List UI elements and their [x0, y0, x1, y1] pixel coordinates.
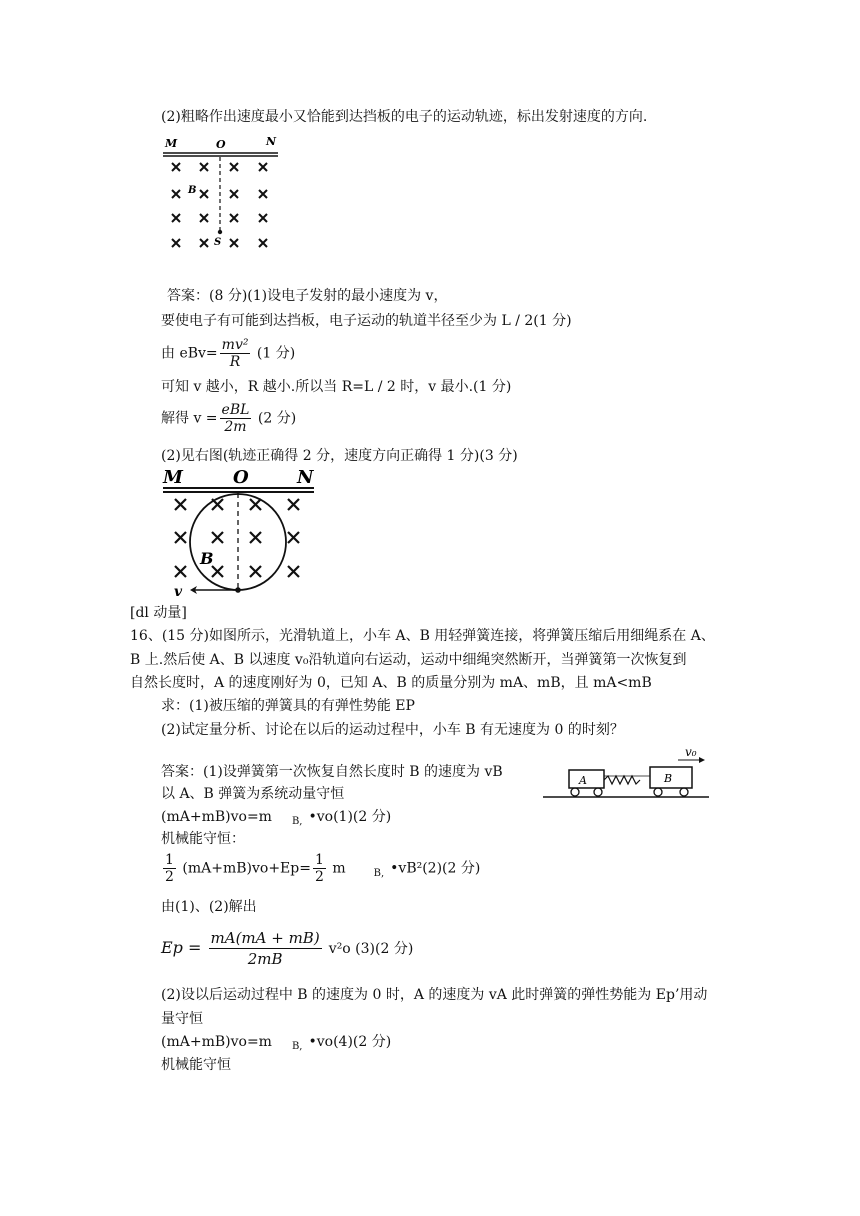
- question-16-line-2: B 上.然后使 A、B 以速度 v₀沿轨道向右运动，运动中细绳突然断开，当弹簧第一次恢复到: [130, 652, 687, 668]
- label-v0: v₀: [685, 745, 697, 759]
- label-O: O: [233, 467, 249, 488]
- answer-16-line-2: 以 A、B 弹簧为系统动量守恒: [161, 786, 345, 802]
- question-16-ask-1: 求：(1)被压缩的弹簧具的有弹性势能 EP: [161, 698, 415, 714]
- answer-16-equation-3: Ep = $\frac{mA(mA + mB)}{2mB}$ v²o (3)(2 分): [161, 929, 414, 968]
- question-16-line-1: 16、(15 分)如图所示，光滑轨道上，小车 A、B 用轻弹簧连接，将弹簧压缩后用细绳系在 A、: [130, 628, 715, 644]
- label-B: B: [664, 772, 673, 785]
- label-S: S: [214, 237, 222, 248]
- label-B: B: [188, 185, 197, 196]
- velocity-arrow-icon: [699, 757, 705, 763]
- answer-equation-2: 解得 v = $\frac{\text{eBL}}{2m}$ (2 分): [161, 402, 297, 435]
- answer-16-line-1: 答案：(1)设弹簧第一次恢复自然长度时 B 的速度为 vB: [161, 764, 503, 780]
- question-2-prompt: (2)粗略作出速度最小又恰能到达挡板的电子的运动轨迹，标出发射速度的方向.: [161, 109, 648, 125]
- answer-equation-1: 由 eBv= $\frac{\text{mv²}}{R}$ (1 分): [161, 337, 296, 370]
- spring: [604, 776, 640, 784]
- label-v: v: [174, 584, 183, 600]
- question-16-ask-2: (2)试定量分析、讨论在以后的运动过程中，小车 B 有无速度为 0 的时刻？: [161, 722, 624, 738]
- field-cross-marks: [172, 163, 267, 247]
- answer-line-6: (2)见右图(轨迹正确得 2 分，速度方向正确得 1 分)(3 分): [161, 448, 518, 464]
- answer-16-equation-1: (mA+mB)vo=m $_{B,}$ •vo(1)(2 分): [161, 809, 392, 827]
- label-N: N: [297, 467, 314, 488]
- label-M: M: [163, 467, 183, 488]
- answer-line-1: 答案：(8 分)(1)设电子发射的最小速度为 v，: [167, 288, 448, 304]
- answer-16-line-9: 量守恒: [161, 1011, 203, 1027]
- label-A: A: [579, 774, 587, 787]
- answer-16-equation-4: (mA+mB)vo=m $_{B,}$ •vo(4)(2 分): [161, 1034, 392, 1052]
- question-16-line-3: 自然长度时，A 的速度刚好为 0，已知 A、B 的质量分别为 mA、mB，且 mA<mB: [130, 675, 652, 691]
- section-tag: [dl 动量]: [130, 605, 187, 621]
- answer-16-equation-2: $\frac{1}{2}$ (mA+mB)vo+Ep= $\frac{1}{2}$ m $_{B,}$ •vB²(2)(2 分): [165, 852, 481, 885]
- answer-16-line-11: 机械能守恒: [161, 1057, 231, 1073]
- magnetic-field-figure-small: [160, 135, 285, 253]
- answer-line-4: 可知 v 越小，R 越小.所以当 R=L / 2 时，v 最小.(1 分): [161, 379, 512, 395]
- carts-figure: [543, 742, 711, 800]
- trajectory-figure: [160, 466, 320, 600]
- answer-16-line-8: (2)设以后运动过程中 B 的速度为 0 时，A 的速度为 vA 此时弹簧的弹性势能为 Ep’用动: [161, 987, 708, 1003]
- label-B: B: [200, 549, 214, 568]
- answer-16-line-6: 由(1)、(2)解出: [161, 899, 257, 915]
- label-O: O: [216, 138, 226, 151]
- answer-line-2: 要使电子有可能到达挡板，电子运动的轨道半径至少为 L / 2(1 分): [161, 313, 572, 329]
- label-N: N: [266, 135, 277, 148]
- label-M: M: [165, 137, 178, 150]
- answer-16-line-4: 机械能守恒：: [161, 831, 245, 847]
